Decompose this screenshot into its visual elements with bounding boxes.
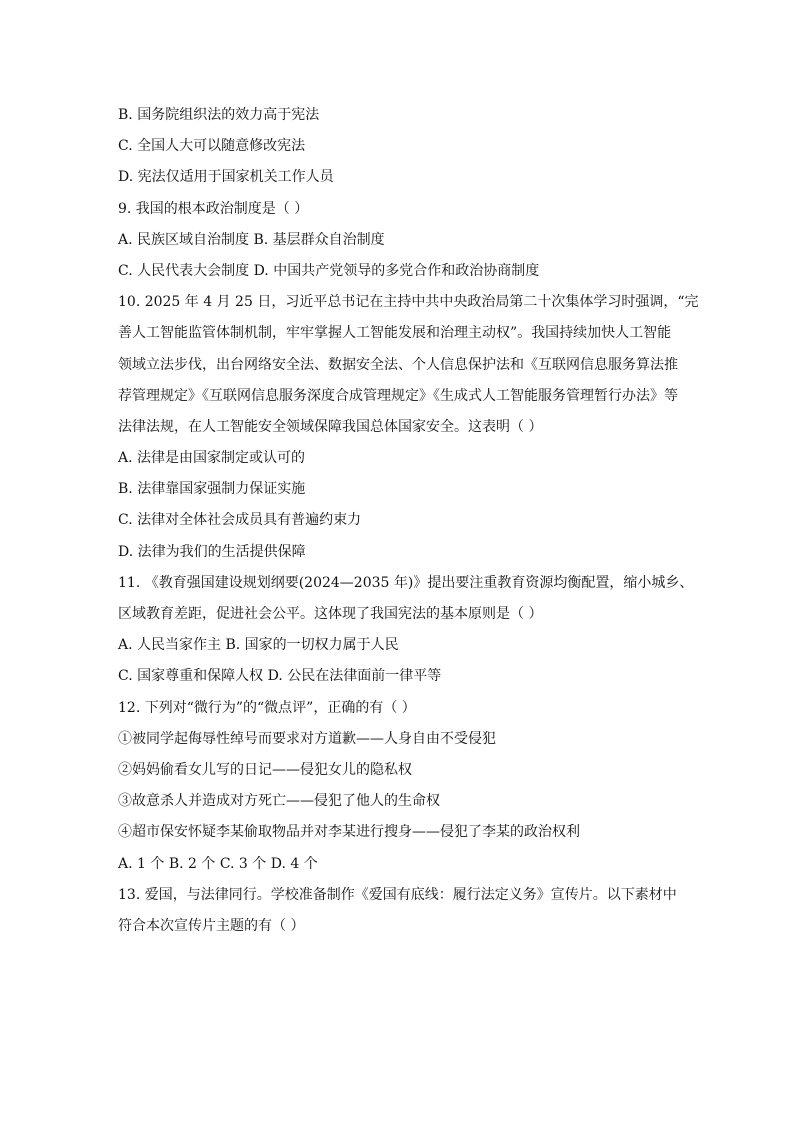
q10-stem-line-5: 法律法规，在人工智能安全领域保障我国总体国家安全。这表明（ ）: [118, 418, 543, 435]
q10-stem-line-1: 10. 2025 年 4 月 25 日，习近平总书记在主持中共中央政治局第二十次集体学习时强调，“完: [118, 294, 699, 311]
q10-option-d: D. 法律为我们的生活提供保障: [118, 543, 306, 560]
q8-option-c: C. 全国人大可以随意修改宪法: [118, 138, 306, 155]
q13-stem-line-1: 13. 爱国，与法律同行。学校准备制作《爱国有底线：履行法定义务》宣传片。以下素材中: [118, 886, 677, 903]
q10-option-a: A. 法律是由国家制定或认可的: [118, 450, 306, 467]
q9-stem: 9. 我国的根本政治制度是（ ）: [118, 200, 309, 217]
page-content: [118, 100, 699, 942]
q8-option-d: D. 宪法仅适用于国家机关工作人员: [118, 169, 334, 186]
q11-stem-line-1: 11. 《教育强国建设规划纲要(2024—2035 年)》提出要注重教育资源均衡配置，缩小城乡、: [118, 574, 694, 591]
q12-options: A. 1 个 B. 2 个 C. 3 个 D. 4 个: [118, 855, 318, 872]
q12-item-4: ④超市保安怀疑李某偷取物品并对李某进行搜身——侵犯了李某的政治权利: [118, 824, 580, 841]
q8-option-b: B. 国务院组织法的效力高于宪法: [118, 107, 320, 123]
q10-stem-line-3: 领域立法步伐，出台网络安全法、数据安全法、个人信息保护法和《互联网信息服务算法推: [118, 356, 678, 373]
q11-stem-line-2: 区域教育差距，促进社会公平。这体现了我国宪法的基本原则是（ ）: [118, 606, 543, 622]
q10-option-b: B. 法律靠国家强制力保证实施: [118, 481, 306, 498]
q12-item-2: ②妈妈偷看女儿写的日记——侵犯女儿的隐私权: [118, 761, 412, 778]
q11-options-line-2: C. 国家尊重和保障人权 D. 公民在法律面前一律平等: [118, 668, 442, 685]
q9-options-line-1: A. 民族区域自治制度 B. 基层群众自治制度: [118, 231, 385, 248]
q9-options-line-2: C. 人民代表大会制度 D. 中国共产党领导的多党合作和政治协商制度: [118, 262, 540, 279]
q13-stem-line-2: 符合本次宣传片主题的有（ ）: [118, 917, 305, 934]
q12-item-3: ③故意杀人并造成对方死亡——侵犯了他人的生命权: [118, 793, 440, 810]
q12-stem: 12. 下列对“微行为”的“微点评”，正确的有（ ）: [118, 699, 416, 716]
q10-stem-line-4: 荐管理规定》《互联网信息服务深度合成管理规定》《生成式人工智能服务管理暂行办法》等: [118, 387, 678, 404]
q10-stem-line-2: 善人工智能监管体制机制，牢牢掌握人工智能发展和治理主动权”。我国持续加快人工智能: [118, 325, 672, 342]
q12-item-1: ①被同学起侮辱性绰号而要求对方道歉——人身自由不受侵犯: [118, 730, 496, 747]
q10-option-c: C. 法律对全体社会成员具有普遍约束力: [118, 512, 362, 529]
q11-options-line-1: A. 人民当家作主 B. 国家的一切权力属于人民: [118, 637, 399, 654]
